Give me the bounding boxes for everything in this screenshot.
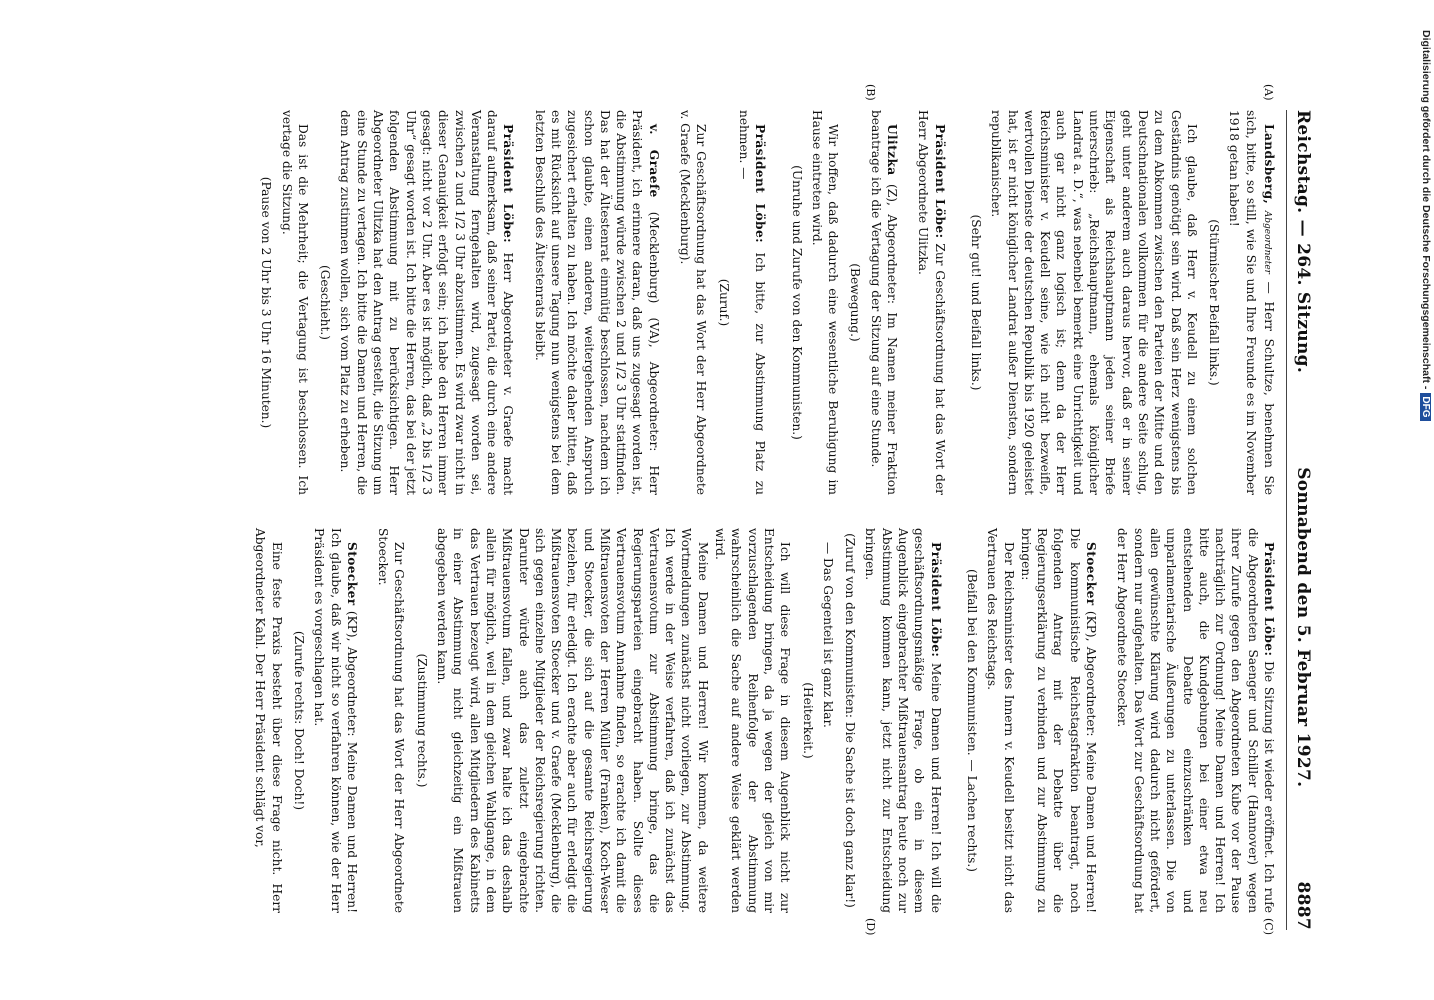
dfg-logo: DFG: [1420, 393, 1431, 420]
speaker-name: Präsident Löbe:: [753, 124, 768, 244]
margin-marker-d: (D): [864, 918, 877, 936]
interjection: (Zuruf.): [716, 278, 731, 327]
paragraph: Ich glaube, daß Herr v. Keudell zu einem solchen Geständnis genötigt sein wird. Daß sein Herz wenigstens bis zu dem Abkommen zwischen den Parteien der Mitte und den Deutschnationalen vollkommen für die andere Seite schlug, geht unter anderem auch daraus hervor, daß er in seiner Eigenschaft als Reichshauptmann jeden seiner Briefe unterschrieb: „Reichshauptmann, ehemals königlicher Landrat a. D.“, was nebenbei bemerkt eine Unrichtigkeit und auch gar nicht ganz logisch ist; denn da der Herr Reichsminister v. Keudell seine, wie ich nicht bezweifle, wertvollen Dienste der deutschen Republik bis 1920 geleistet hat, ist er nicht königlicher Landrat außer Diensten, sondern republikanischer.: [989, 110, 1199, 495]
paragraph: Zur Geschäftsordnung hat das Wort der Herr Abgeordnete v. Graefe (Mecklenburg).: [678, 110, 709, 495]
document-page: [117, 84, 1317, 936]
speech-paragraph: Präsident Löbe: Zur Geschäftsordnung hat das Wort der Herr Abgeordnete Ulitzka.: [916, 110, 947, 495]
paragraph: Das ist die Mehrheit; die Vertagung ist beschlossen. Ich vertage die Sitzung.: [279, 110, 310, 495]
paragraph: — Das Gegenteil ist ganz klar.: [820, 542, 835, 728]
interjection: (Stürmischer Beifall links.): [1207, 219, 1222, 386]
speech-paragraph: Präsident Löbe: Meine Damen und Herren! Ich will die geschäftsordnungsmäßige Frage, ob ein in diesem Augenblick eingebrachter Mißtrauensantrag heute noch zur Abstimmung kommen kann, jetzt nicht zur Entscheidung bringen.: [863, 528, 943, 913]
speaker-name: v. Graefe: [646, 124, 661, 198]
speech-paragraph: Stoecker (KP), Abgeordneter: Meine Damen und Herren! Ich glaube, daß wir nicht so verfahren können, wie der Herr Präsident es vorgeschlagen hat.: [312, 528, 359, 913]
header-rule: [1286, 110, 1287, 930]
speech-paragraph: Ulitzka (Z), Abgeordneter: Im Namen meiner Fraktion beantrage ich die Vertagung der Sitzung auf eine Stunde.: [868, 110, 900, 495]
speaker-name: Landsberg,: [1262, 124, 1276, 205]
interjection: (Geschieht.): [318, 264, 333, 341]
paragraph: Zur Geschäftsordnung hat das Wort der Herr Abgeordnete Stoecker.: [376, 528, 407, 913]
speaker-name: Präsident Löbe:: [928, 542, 943, 658]
paragraph: Eine feste Praxis besteht über diese Frage nicht. Herr Abgeordneter Kahl. Der Herr Präsident schlägt vor,: [253, 528, 284, 913]
header-left: Reichstag. — 264. Sitzung.: [1293, 110, 1313, 374]
interjection: (Pause von 2 Uhr bis 3 Uhr 16 Minuten.): [259, 176, 274, 429]
interjection: (Zurufe rechts: Doch! Doch!): [291, 630, 306, 811]
speech-paragraph: Landsberg, Abgeordneter — Herr Schultze, benehmen Sie sich, bitte, so still, wie Sie und Ihre Freunde es im November 1918 getan haben!: [1227, 110, 1276, 496]
margin-marker-b: (B): [864, 84, 877, 101]
speech-paragraph: Präsident Löbe: Herr Abgeordneter v. Graefe macht darauf aufmerksam, daß seiner Partei, die durch eine andere Veranstaltung ferngehalten wird, zugesagt worden sei, zwischen 2 und 1/2 3 Uhr abzustimmen. Es wird zwar nicht in dieser Genauigkeit erfolgt sein; ich habe den Herren immer gesagt: nicht vor 2 Uhr. Aber es ist möglich, daß „2 bis 1/2 3 Uhr“ gesagt worden ist. Ich bitte die Herren, das bei der jetzt folgenden Abstimmung mit zu berücksichtigen. Herr Abgeordneter Ulitzka hat den Antrag gestellt, die Sitzung um eine Stunde zu vertagen. Ich bitte die Damen und Herren, die dem Antrag zustimmen wollen, sich vom Platz zu erheben.: [338, 110, 516, 495]
speaker-name: Präsident Löbe:: [1262, 542, 1276, 657]
left-column: [252, 110, 1277, 495]
margin-marker-c: (C): [1262, 918, 1275, 935]
page-number: 8887: [1293, 881, 1313, 930]
paragraph: Wir hoffen, daß dadurch eine wesentliche Beruhigung im Hause eintreten wird.: [809, 110, 841, 495]
speech-paragraph: v. Graefe (Mecklenburg) (VA), Abgeordneter: Herr Präsident, ich erinnere daran, daß uns zugesagt worden ist, die Abstimmung würde zwischen 2 und 1/2 3 Uhr stattfinden. Das hat der Ältestenrat einmütig beschlossen, nachdem ich schon glaubte, einen anderen, weitergehenden Anspruch zugesichert erhalten zu haben. Ich möchte daher bitten, daß es mit Rücksicht auf unsere Tagung nun wenigstens bei dem letzten Beschluß des Ältestenrats bleibt.: [532, 110, 661, 495]
margin-marker-a: (A): [1262, 84, 1275, 101]
page-header: [1289, 110, 1317, 930]
interjection: (Bewegung.): [848, 263, 863, 342]
speaker-role: Abgeordneter: [1262, 204, 1272, 274]
speaker-name: Stoecker: [1084, 542, 1099, 606]
speech-paragraph: Präsident Löbe: Ich bitte, zur Abstimmung Platz zu nehmen. —: [736, 110, 768, 495]
header-date: Sonnabend den 5. Februar 1927.: [1293, 467, 1313, 788]
digitization-credit: [1420, 30, 1432, 930]
speech-paragraph: Präsident Löbe: Die Sitzung ist wieder eröffnet. Ich rufe die Abgeordneten Saenger und Schiller (Hannover) wegen ihrer Zurufe gegen den Abgeordneten Kube vor der Pause nachträglich zur Ordnung! Meine Damen und Herren! Ich bitte auch, die Kundgebungen bei einer etwa neu entstehenden Debatte einzuschränken und unparlamentarische Äußerungen zu unterlassen. Die von allen gewünschte Klärung wird dadurch nicht gefördert, sondern nur aufgehalten. Das Wort zur Geschäftsordnung hat der Herr Abgeordnete Stoecker.: [1115, 528, 1276, 913]
speech-paragraph: Stoecker (KP), Abgeordneter: Meine Damen und Herren! Die kommunistische Reichstagsfraktion beantragt, noch folgenden Antrag mit der Debatte über die Regierungserklärung zu verbinden und zur Abstimmung zu bringen:: [1018, 528, 1099, 913]
interjection: (Zuruf von den Kommunisten: Die Sache ist doch ganz klar!): [843, 533, 858, 908]
interjection: (Heiterkeit.): [800, 682, 815, 759]
interjection: (Zustimmung rechts.): [414, 653, 429, 788]
right-column: [251, 528, 1277, 913]
paragraph: Meine Damen und Herren! Wir kommen, da weitere Wortmeldungen zunächst nicht vorliegen, zur Abstimmung. Ich werde in der Weise verfahren, daß ich zunächst das Vertrauensvotum zur Abstimmung bringe, das die Regierungsparteien eingebracht haben. Sollte dieses Vertrauensvotum Annahme finden, so erachte ich damit die Mißtrauensvoten der Herren Müller (Franken), Koch-Weser und Stoecker, die sich auf die gesamte Reichsregierung beziehen, für erledigt. Ich erachte aber auch für erledigt die Mißtrauensvoten Stoecker und v. Graefe (Mecklenburg), die sich gegen einzelne Mitglieder der Reichsregierung richten. Darunter würde auch das zuletzt eingebrachte Mißtrauensvotum fallen, und zwar halte ich das deshalb allein für möglich, weil in dem gleichen Wahlgange, in dem das Vertrauen bezeugt wird, allen Mitgliedern des Kabinetts in einer Abstimmung nicht gleichzeitig ein Mißtrauen abgegeben werden kann.: [435, 528, 710, 913]
paragraph: Ich will diese Frage in diesem Augenblick nicht zur Entscheidung bringen, da ja wegen der gleich von mir vorzuschlagenden Reihenfolge der Abstimmung wahrscheinlich die Sache auf andere Weise geklärt werden wird.: [713, 528, 793, 913]
speaker-name: Präsident Löbe:: [932, 124, 947, 239]
interjection: (Beifall bei den Kommunisten. — Lachen rechts.): [964, 568, 979, 873]
paragraph: Der Reichsminister des Innern v. Keudell besitzt nicht das Vertrauen des Reichstags.: [985, 528, 1016, 913]
speaker-name: Präsident Löbe:: [501, 124, 516, 244]
speaker-name: Stoecker: [344, 542, 359, 606]
credit-text: Digitalisierung gefördert durch die Deutsche Forschungsgemeinschaft -: [1420, 30, 1432, 390]
speaker-name: Ulitzka: [885, 124, 900, 176]
interjection: (Sehr gut! und Beifall links.): [968, 214, 983, 391]
interjection: (Unruhe und Zurufe von den Kommunisten.): [789, 165, 804, 440]
